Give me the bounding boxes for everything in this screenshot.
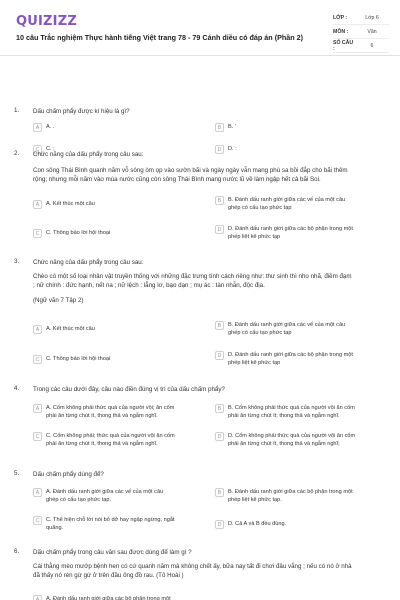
option-letter-box[interactable]: B [215, 196, 224, 205]
question-number: 3. [14, 258, 20, 265]
option-line: B. Đánh dấu ranh giới giữa các bộ phận trong một [228, 489, 353, 495]
option-b[interactable] [215, 321, 378, 337]
meta-value: Lớp 6 [365, 14, 379, 21]
question-line: Chèo có một số loại nhân vật truyền thống với những đặc trưng tính cách riêng như: thư sinh thì nho nhã, điềm đạm [33, 273, 352, 280]
meta-row-grade [333, 11, 389, 25]
option-line: ghép có cấu tạo phức tạp [228, 205, 292, 211]
option-letter-box[interactable]: C [33, 516, 42, 525]
option-line: phép liệt kê phức tạp [228, 360, 281, 366]
option-text [46, 229, 196, 237]
option-line: A. Kết thúc một câu [46, 326, 95, 332]
option-letter-box[interactable]: A [33, 200, 42, 209]
question-text [33, 548, 385, 580]
option-line: C. Thể hiện chỗ lời nói bỏ dở hay ngập ngừng, ngắt [46, 517, 175, 523]
question-text [33, 150, 385, 184]
option-letter-box[interactable]: A [33, 488, 42, 497]
option-text [46, 595, 196, 600]
option-b[interactable] [215, 196, 378, 212]
option-line: B. Đánh dấu ranh giới giữa các vế của một câu [228, 197, 346, 203]
option-letter-box[interactable]: D [215, 520, 224, 529]
option-d[interactable] [215, 520, 378, 529]
worksheet-title: 10 câu Trắc nghiệm Thực hành tiếng Việt trang 78 - 79 Cánh diều có đáp án (Phần 2) [16, 33, 304, 42]
option-d[interactable] [215, 351, 378, 367]
option-text [228, 321, 378, 337]
option-text [228, 196, 378, 212]
option-line: C. Cốm không phải; thức quà của người vội ăn cốm [46, 433, 175, 439]
option-line: phép liệt kê phức tạp. [228, 497, 282, 503]
option-d[interactable] [215, 432, 378, 448]
option-line: C. Thông báo lời hội thoại [46, 356, 111, 362]
option-line: C. Thông báo lời hội thoại [46, 230, 111, 236]
option-text [228, 225, 378, 241]
option-a[interactable] [33, 123, 196, 132]
option-line: phải ăn từng chút ít, thong thả và ngẫm nghĩ. [46, 441, 158, 447]
question-line: Chức năng của dấu phẩy trong câu sau: [33, 151, 144, 158]
option-b[interactable] [215, 123, 378, 132]
option-letter-box[interactable]: C [33, 432, 42, 441]
option-a[interactable] [33, 595, 196, 600]
option-text [228, 488, 378, 504]
option-line: D. Cả A và B đều đúng. [228, 521, 287, 527]
meta-row-subject [333, 25, 389, 39]
meta-label: SỐ CÂU : [333, 39, 354, 52]
option-letter-box[interactable]: D [215, 145, 224, 154]
option-line: phải ăn từng chút ít; thong thả và ngẫm nghĩ. [228, 413, 340, 419]
option-line: ghép có cấu tạo phức tạp [228, 330, 292, 336]
option-letter-box[interactable]: A [33, 123, 42, 132]
question-line: Trong các câu dưới đây, câu nào điền đúng vị trí của dấu chấm phẩy? [33, 386, 225, 393]
option-line: C. ; [46, 146, 55, 152]
option-letter-box[interactable]: A [33, 404, 42, 413]
option-a[interactable] [33, 325, 196, 334]
option-letter-box[interactable]: B [215, 123, 224, 132]
quizizz-logo: QUIZIZZ [16, 14, 77, 29]
option-line: phải ăn từng chút ít, thong thả và ngẫm nghĩ. [46, 413, 158, 419]
question-line: rộng; nhưng mỗi năm vào mùa nước cũng còn sông Thái Bình mang nước lũ về làm ngập hết cả bãi Soi. [33, 176, 321, 183]
question-line: Cái thằng mèo mướp bệnh hen có cứ quanh năm mà không chết ấy, bữa nay tất đi chơi đâu vắng ; nếu có nó ở nhà [33, 563, 352, 570]
option-text [46, 123, 196, 131]
option-b[interactable] [215, 404, 378, 420]
question-number: 1. [14, 107, 20, 114]
option-text [46, 404, 196, 420]
option-line: B. ' [228, 124, 236, 130]
option-text [228, 520, 378, 528]
question-text [33, 258, 385, 305]
question-text [33, 107, 385, 116]
question-line: Chức năng của dấu phẩy trong câu sau: [33, 259, 144, 266]
option-letter-box[interactable]: C [33, 145, 42, 154]
option-line: ghép có cấu tạo phức tạp. [46, 497, 112, 503]
question-number: 4. [14, 385, 20, 392]
option-c[interactable] [33, 432, 196, 448]
option-line: D. Đánh dấu ranh giới giữa các bộ phận trong một [228, 352, 353, 358]
meta-row-count [333, 39, 389, 53]
option-text [228, 404, 378, 420]
worksheet-header [0, 0, 400, 56]
option-text [228, 123, 378, 131]
option-text [228, 351, 378, 367]
option-letter-box[interactable]: D [215, 432, 224, 441]
option-letter-box[interactable]: C [33, 355, 42, 364]
option-text [46, 200, 196, 208]
meta-label: LỚP : [333, 14, 348, 21]
option-c[interactable] [33, 516, 196, 532]
question-line: ; nữ chính : đức hạnh, nết na ; nữ lệch : lẳng lơ, bạo dạn ; mụ ác : tàn nhẫn, độc địa. [33, 282, 265, 289]
option-letter-box[interactable]: C [33, 229, 42, 238]
option-line: D. Cốm không phải thức quà của người vội ăn cốm [228, 433, 356, 439]
option-line: A. . [46, 124, 55, 130]
option-line: A. Đánh dấu ranh giới giữa các vế của một câu [46, 489, 164, 495]
option-line: A. Cốm không phải thức quà của người vội; ăn cốm [46, 405, 175, 411]
option-text [46, 488, 196, 504]
option-text [228, 432, 378, 448]
question-line: Dấu chấm phẩy dùng để? [33, 471, 104, 478]
option-text [46, 325, 196, 333]
option-line: D. : [228, 146, 237, 152]
question-text [33, 385, 385, 394]
question-text [33, 470, 385, 479]
worksheet-meta [333, 11, 389, 53]
option-c[interactable] [33, 355, 196, 364]
question-number: 6. [14, 548, 20, 555]
option-letter-box[interactable]: A [33, 325, 42, 334]
option-line: B. Cốm không phải thức quà của người vội ăn cốm [228, 405, 355, 411]
option-a[interactable] [33, 200, 196, 209]
question-number: 2. [14, 150, 20, 157]
option-letter-box[interactable]: D [215, 351, 224, 360]
option-line: A. Đánh dấu ranh giới giữa các bộ phận trong một [46, 596, 171, 600]
meta-label: MÔN : [333, 28, 349, 35]
option-text [46, 432, 196, 448]
question-line: Con sông Thái Bình quanh năm vỗ sóng òm ọp vào sườn bãi và ngày ngày vẫn mang phù sa bồi đắp cho bãi thêm [33, 167, 348, 174]
option-letter-box[interactable]: D [215, 225, 224, 234]
option-line: B. Đánh dấu ranh giới giữa các vế của một câu [228, 322, 346, 328]
option-b[interactable] [215, 488, 378, 504]
option-text [46, 355, 196, 363]
question-line: đã thấy nó rén gừ gừ ở trên đầu ông đồ rau. (Tô Hoài ) [33, 572, 184, 579]
option-letter-box[interactable]: B [215, 404, 224, 413]
meta-value: Văn [367, 28, 377, 35]
option-line: A. Kết thúc một câu [46, 201, 95, 207]
option-letter-box[interactable]: B [215, 488, 224, 497]
option-c[interactable] [33, 229, 196, 238]
option-line: phép liệt kê phức tạp [228, 234, 281, 240]
option-a[interactable] [33, 488, 196, 504]
option-letter-box[interactable]: A [33, 595, 42, 600]
option-a[interactable] [33, 404, 196, 420]
question-number: 5. [14, 470, 20, 477]
option-d[interactable] [215, 225, 378, 241]
option-letter-box[interactable]: B [215, 321, 224, 330]
option-line: D. Đánh dấu ranh giới giữa các bộ phận trong một [228, 226, 353, 232]
question-line: Dấu chấm phẩy trong câu văn sau được dùng để làm gì ? [33, 549, 192, 556]
question-line: (Ngữ văn 7 Tập 2) [33, 297, 84, 304]
option-line: phải ăn từng chút ít, thong thả và ngẫm nghĩ; [228, 441, 340, 447]
meta-value: 6 [370, 42, 374, 49]
question-line: Dấu chấm phẩy được kí hiệu là gì? [33, 108, 130, 115]
option-text [46, 516, 196, 532]
option-line: quãng. [46, 525, 64, 531]
